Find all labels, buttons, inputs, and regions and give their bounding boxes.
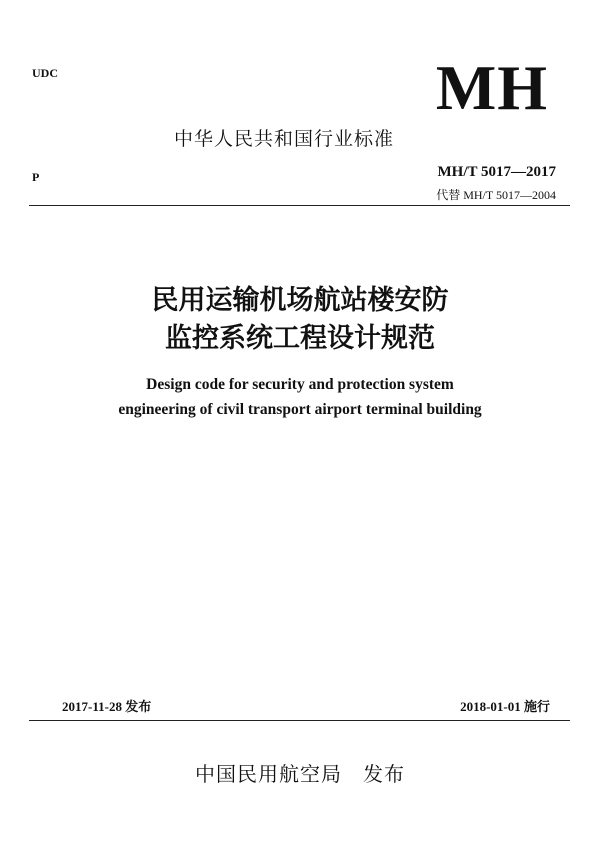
- chinese-title-line-1: 民用运输机场航站楼安防: [151, 285, 449, 316]
- implementation-date: 2018-01-01 施行: [460, 699, 550, 714]
- chinese-title: [0, 282, 600, 358]
- standard-type: 中华人民共和国行业标准: [174, 128, 395, 150]
- issuing-authority: 中国民用航空局 发布: [195, 762, 405, 786]
- english-title: [0, 372, 600, 422]
- english-title-line-2: engineering of civil transport airport terminal building: [118, 401, 482, 418]
- publish-date: 2017-11-28 发布: [62, 699, 152, 714]
- top-divider: [29, 205, 570, 206]
- replaces-standard: 代替 MH/T 5017—2004: [436, 188, 556, 202]
- classification-code: P: [32, 170, 40, 184]
- mh-logo: MH: [435, 52, 548, 123]
- english-title-line-1: Design code for security and protection system: [146, 376, 454, 393]
- standard-number: MH/T 5017—2017: [437, 164, 556, 180]
- udc-label: UDC: [32, 66, 58, 80]
- chinese-title-line-2: 监控系统工程设计规范: [165, 323, 435, 354]
- bottom-divider: [29, 720, 570, 721]
